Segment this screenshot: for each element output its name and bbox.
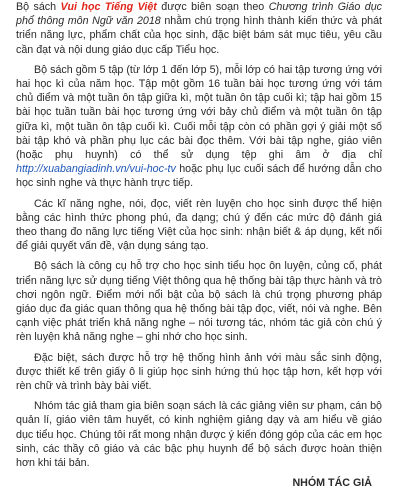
structure-after-link: hoặc phụ lục cuối sách để hướng dẫn cho học sinh nghe và thực hành trực tiếp. xyxy=(16,163,382,190)
intro-paragraph xyxy=(16,0,382,57)
design-paragraph: Đặc biệt, sách được hỗ trợ hệ thống hình ảnh với màu sắc sinh động, được thiết kế trên giấy ô li giúp học sinh hứng thú học tập hơn, kết hợp với rèn chữ và trình bày bài viết. xyxy=(16,351,382,393)
intro-mid: được biên soạn theo xyxy=(156,1,269,13)
intro-suffix: nhằm chú trọng hình thành kiến thức và phát triển năng lực, phẩm chất của học sinh, đặc biệt bám sát mục tiêu, yêu cầu cần đạt và nội dung giáo dục cấp Tiểu học. xyxy=(16,15,382,56)
program-name: Chương trình Giáo dục phổ thông môn Ngữ văn 2018 xyxy=(16,1,382,28)
intro-prefix: Bộ sách xyxy=(16,1,61,13)
support-paragraph: Bộ sách là công cụ hỗ trợ cho học sinh tiểu học ôn luyện, củng cố, phát triển năng lực sử dụng tiếng Việt thông qua hệ thống bài tập thực hành và trò chơi ngôn ngữ. Điểm mới nổi bật của bộ sách là chú trọng phương pháp giáo dục đa giác quan thông qua hệ thống bài tập đọc, viết, nói và nghe. Bên cạnh việc phát triển khả năng nghe – nói tương tác, nhóm tác giả còn chú ý rèn luyện khả năng nghe – ghi nhớ cho học sinh. xyxy=(16,260,382,344)
structure-paragraph xyxy=(16,63,382,191)
series-name: Vui học Tiếng Việt xyxy=(60,1,157,13)
author-signature: NHÓM TÁC GIẢ xyxy=(292,477,372,490)
skills-paragraph: Các kĩ năng nghe, nói, đọc, viết rèn luyện cho học sinh được thể hiện bằng các hình thức phong phú, đa dạng; chú ý đến các mức độ đánh giá theo thang đo năng lực tiếng Việt của học sinh: nhận biết & áp dụng, kết nối để giải quyết vấn đề, vận dụng sáng tạo. xyxy=(16,197,382,253)
structure-text: Bộ sách gồm 5 tập (từ lớp 1 đến lớp 5), mỗi lớp có hai tập tương ứng với hai học kì của năm học. Tập một gồm 16 tuần bài học tương ứng với tám chủ điểm và một tuần ôn tập giữa kì, một tuần ôn tập cuối kì; tập hai gồm 15 bài học tuần tuần bài học tương ứng với bảy chủ điểm và một tuần ôn tập giữa kì, một tuần ôn tập cuối kì. Cuối mỗi tập còn có phần gợi ý giải một số bài tập khó và phần phụ lục các bài đọc thêm. Với bài tập nghe, giáo viên (hoặc phụ huynh) có thể sử dụng tệp ghi âm ở địa chỉ xyxy=(16,63,382,162)
audio-link[interactable]: http://xuabangiadinh.vn/vui-hoc-tv xyxy=(16,163,176,176)
authors-paragraph: Nhóm tác giả tham gia biên soạn sách là các giảng viên sư phạm, cán bộ quản lí, giáo viên tâm huyết, có kinh nghiệm giảng dạy và am hiểu về giáo dục tiểu học. Chúng tôi rất mong nhận được ý kiến đóng góp của các em học sinh, các thầy cô giáo và các bậc phụ huynh để bộ sách được hoàn thiện hơn khi tái bản. xyxy=(16,400,382,470)
preface-body xyxy=(16,0,382,491)
